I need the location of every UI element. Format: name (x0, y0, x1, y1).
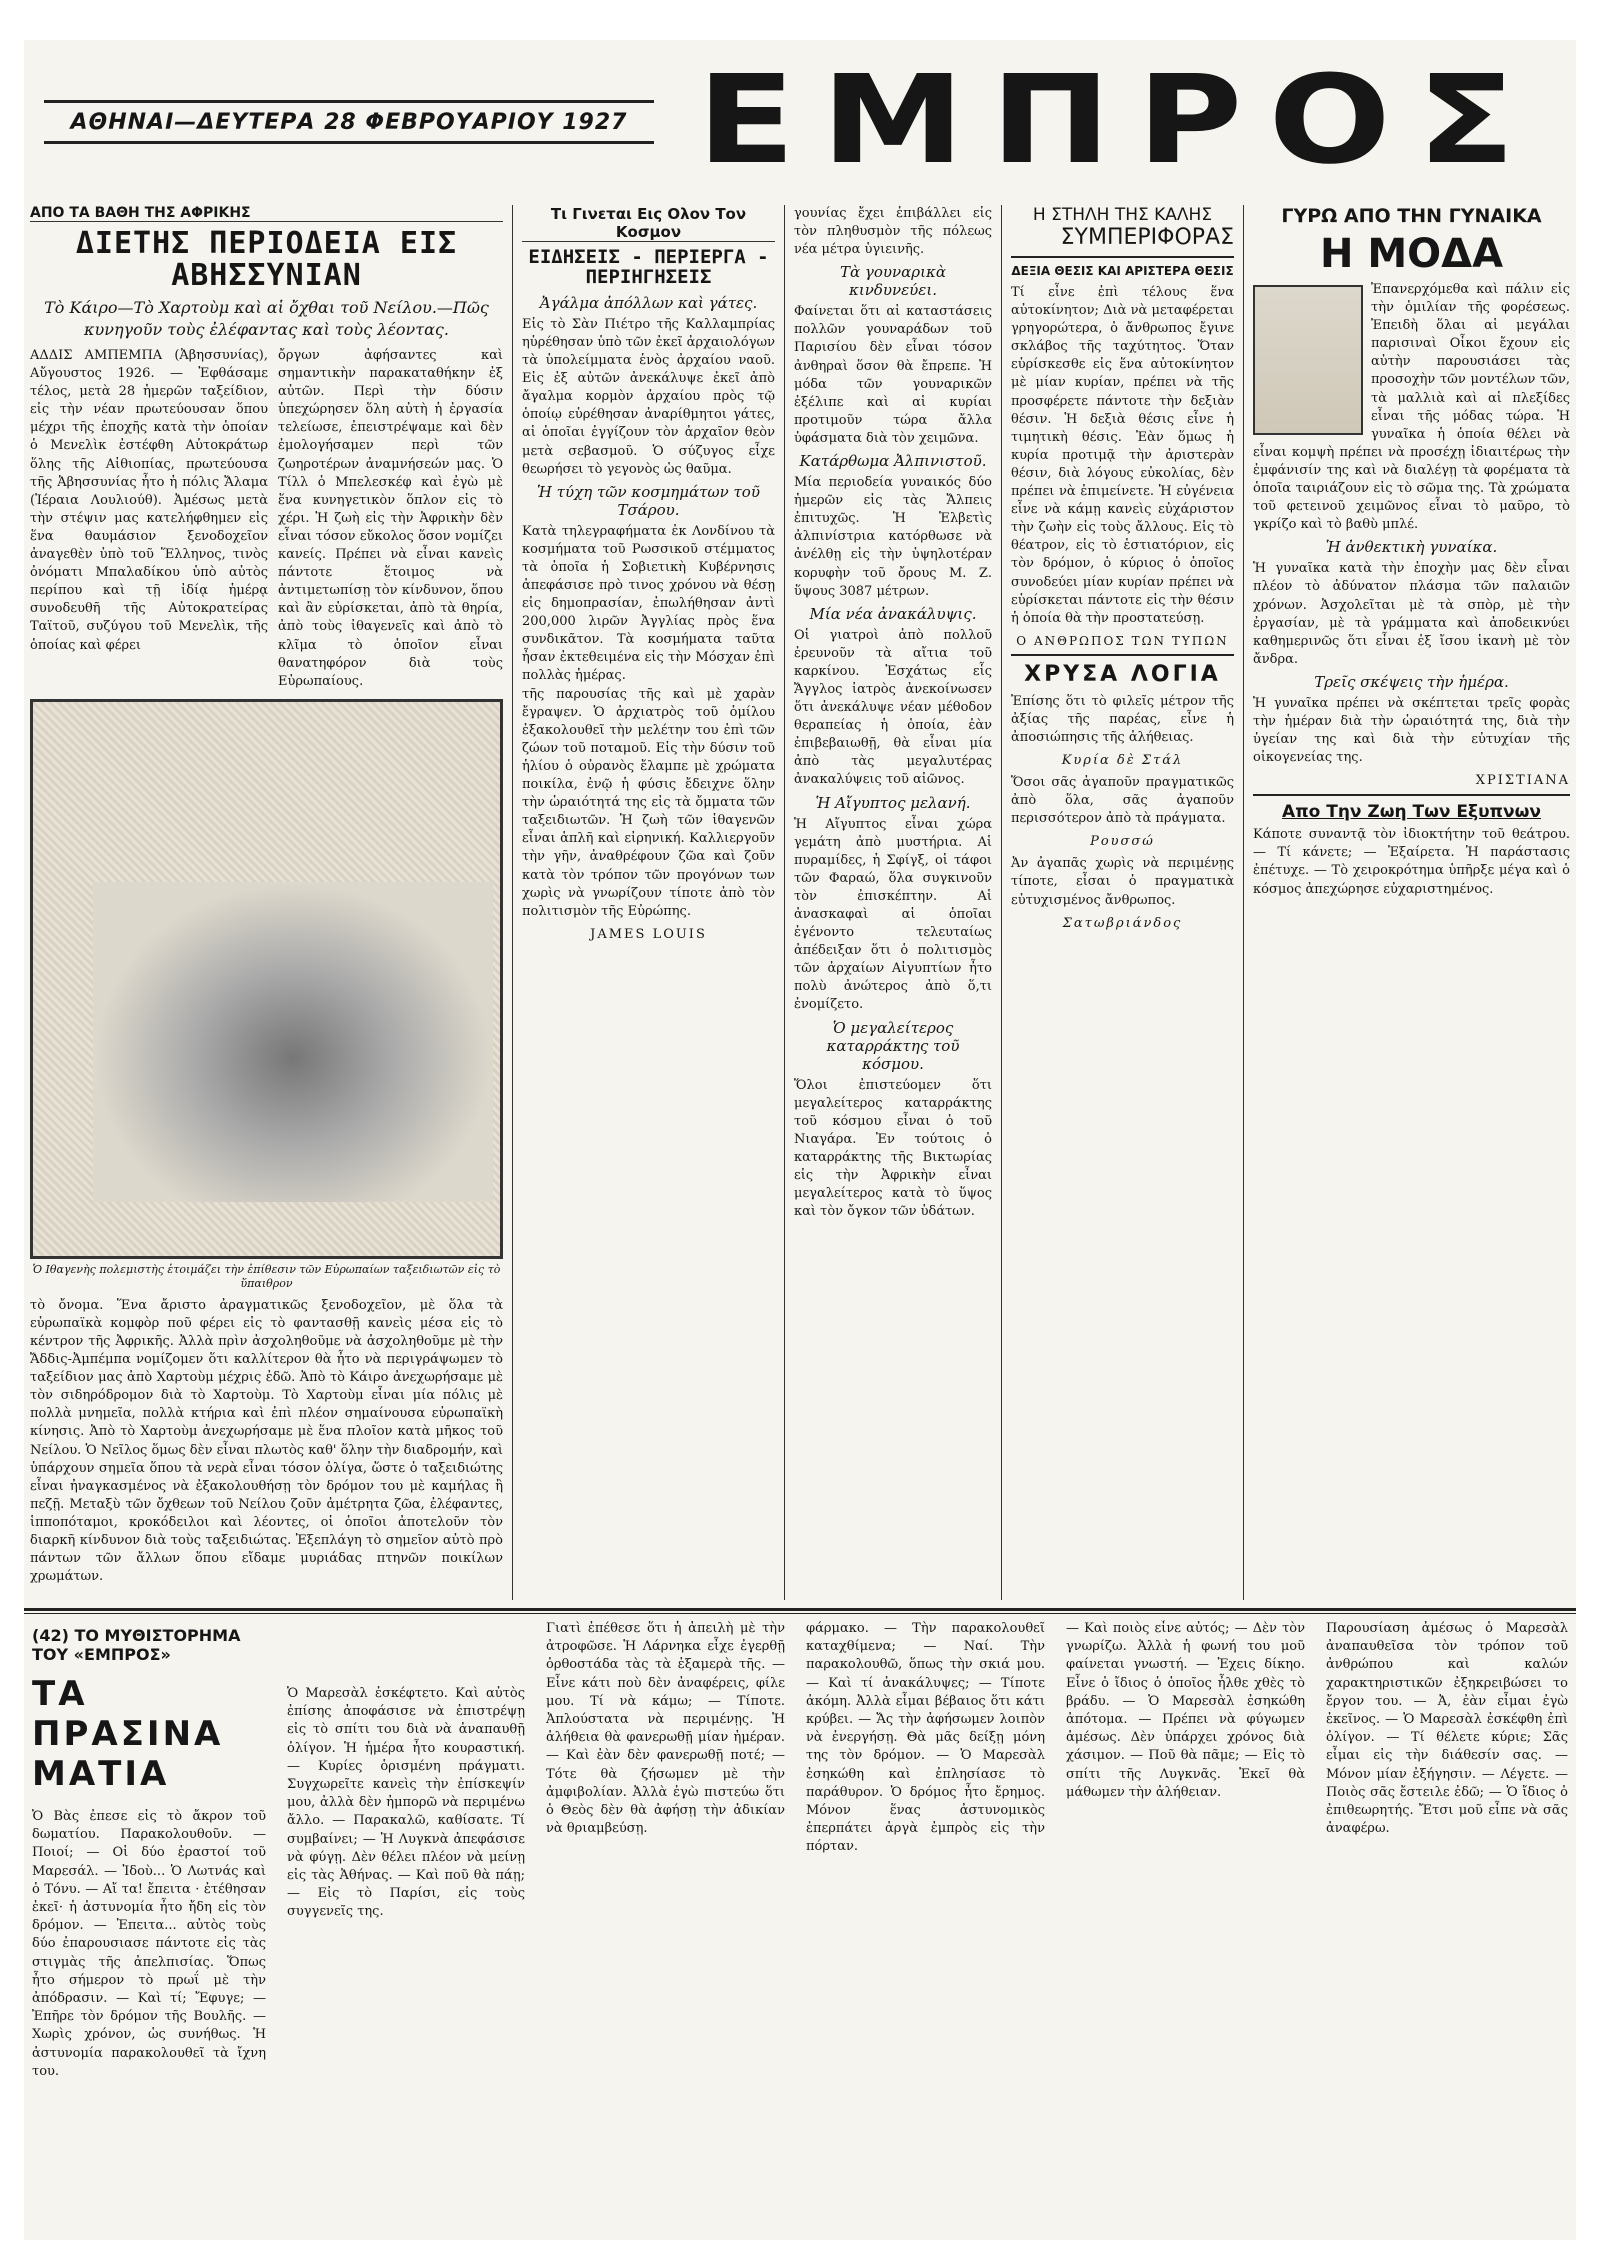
column-world-news (516, 205, 781, 1600)
news-para-3: Μία περιοδεία γυναικός δύο ἡμερῶν εἰς τὰς Ἄλπεις ἐπιτυχῶς. Ἡ Ἑλβετὶς ἀλπινίστρια κατόρθωσε νὰ ἀνέλθῃ εἰς τὴν ὑψηλοτέραν κορυφὴν τοῦ ὄρους Μ. Ζ. ὕψους 3087 μέτρων. (794, 475, 992, 599)
newspaper-page (24, 40, 1576, 2240)
kicker-fashion: ΓΥΡΩ ΑΠΟ ΤΗΝ ΓΥΝΑΙΚΑ (1281, 205, 1542, 227)
subhead-seats: ΔΕΞΙΑ ΘΕΣΙΣ ΚΑΙ ΑΡΙΣΤΕΡΑ ΘΕΣΙΣ (1011, 264, 1234, 278)
news-para-2: Φαίνεται ὅτι αἱ καταστάσεις πολλῶν γουναράδων τοῦ Παρισίου δὲν εἶναι τόσον ἀνθηραὶ ὅσον θὰ ἔπρεπε. Ἡ μόδα τῶν γουναρικῶν ἐξέλιπε καὶ αἱ κυρίαι προτιμοῦν τώρα ἄλλα ὑφάσματα διὰ τὸν χειμῶνα. (794, 304, 992, 446)
africa-para-1b: ὄργων ἀφήσαντες καὶ σημαντικὴν παρακαταθήκην ἐξ αὐτῶν. Περὶ τὴν δύσιν ὑπεχώρησεν ὅλη αὐτὴ ἡ ἐργασία τελείωσε, ἐπειστρέψαμε καὶ δὲν ἐμολογήσαμεν περὶ τῶν ζωηροτέρων ἀναμνήσεών μας. Ὁ Τίλλ ὁ Μπελεσκέφ καὶ ἐγὼ μὲ ἕνα κυνηγετικὸν ὅπλον εἰς τὸ χέρι. Ἡ ζωὴ εἰς τὴν Ἀφρικὴν δὲν εἶναι τόσον εὔκολος ὅσον νομίζει κανείς. Πρέπει νὰ εἶναι κανεὶς πάντοτε ἕτοιμος νὰ ἀντιμετωπίσῃ τὸν κίνδυνον, ὅπου καὶ ἂν εὑρίσκεται, ἀπὸ τὰ θηρία, ἀπὸ τοὺς ἰθαγενεῖς καὶ ἀπὸ τὸ κλῖμα τὸ ὁποῖον εἶναι θανατηφόρον διὰ τοὺς Εὐρωπαίους. (278, 348, 503, 689)
kicker-world: Τι Γινεται Εις Ολον Τον Κοσμον (522, 205, 775, 242)
headline-fashion: Η ΜΟΔΑ (1319, 231, 1504, 277)
headline-world: ΕΙΔΗΣΕΙΣ - ΠΕΡΙΕΡΓΑ - ΠΕΡΙΗΓΗΣΕΙΣ (528, 246, 769, 288)
subhead-alpinist: Κατάρθωμα Ἀλπινιστοῦ. (799, 452, 987, 471)
quote-3: Ἀν ἀγαπᾶς χωρὶς νὰ περιμένῃς τίποτε, εἶσαι ὁ πραγματικὰ εὐτυχισμένος ἄνθρωπος. (1011, 856, 1234, 908)
dateline: ΑΘΗΝΑΙ—ΔΕΥΤΕΡΑ 28 ΦΕΒΡΟΥΑΡΙΟΥ 1927 (44, 100, 654, 144)
serial-col-3 (538, 1620, 793, 2220)
subhead-africa: Τὸ Κάιρο—Τὸ Χαρτοὺμ καὶ αἱ ὄχθαι τοῦ Νείλου.—Πῶς κυνηγοῦν τοὺς ἐλέφαντας καὶ τοὺς λέοντας. (44, 298, 489, 339)
quote-1: Ἐπίσης ὅτι τὸ φιλεῖς μέτρον τῆς ἀξίας τῆς παρέας, εἶνε ἡ ἀποσιώπησις τῆς ἀλήθειας. (1011, 693, 1234, 745)
news-para-4: Οἱ γιατροὶ ἀπὸ πολλοῦ ἐρευνοῦν τὰ αἴτια τοῦ καρκίνου. Ἐσχάτως εἷς Ἄγγλος ἰατρὸς ἀνεκοίνωσεν ὅτι ἀνεκάλυψε νέαν μέθοδον θεραπείας ἡ ὁποία, ἐὰν ἐπιβεβαιωθῇ, θὰ εἶναι μία ἀπὸ τὰς μεγαλυτέρας ἀνακαλύψεις τοῦ αἰῶνος. (794, 627, 992, 788)
headline-etiquette: ΣΥΜΠΕΡΙΦΟΡΑΣ (1060, 225, 1234, 250)
world-para-1: Εἰς τὸ Σὰν Πιέτρο τῆς Καλλαμπρίας ηὑρέθησαν ὑπὸ τῶν ἐκεῖ ἀρχαιολόγων τὰ ὑπολείμματα ἑνὸς ἀρχαίου ναοῦ. Εἰς ἐξ αὐτῶν ἀνεκάλυψε ἐκεῖ ἀπὸ ἄγαλμα κορμὸν ἀρχαίου πρὸς τῷ ὁποίῳ εὑρέθησαν ἀναρίθμητοι γάτες, αἱ ὁποῖαι ἐγγίζουν τὸν ἀρχαῖον θεὸν μετὰ σεβασμοῦ. Ὁ σύζυγος εἶχε θεωρήσει τὸ γεγονὸς ὡς θαῦμα. (522, 316, 776, 477)
author-1: Κυρία δὲ Στάλ (1061, 753, 1184, 769)
engraving-photo (30, 699, 503, 1259)
signature-christiana: ΧΡΙΣΤΙΑΝΑ (1475, 773, 1570, 789)
column-rule (512, 205, 513, 1600)
fashion-para-2: Ἡ γυναῖκα κατὰ τὴν ἐποχὴν μας δὲν εἶναι πλέον τὸ ἀδύνατον πλάσμα τῶν παλαιῶν χρόνων. Ἀσχολεῖται μὲ τὰ σπὸρ, μὲ τὴν ἐργασίαν, μὲ τὰ γράμματα καὶ ἀποδεικνύει καθημερινῶς ὅτι εἶναι ἐξ ἴσου ἱκανὴ μὲ τὸν ἄνδρα. (1253, 561, 1570, 667)
etiquette-para: Τί εἶνε ἐπὶ τέλους ἕνα αὐτοκίνητον; Διὰ νὰ μεταφέρεται γρηγορώτερα, ὁ ἄνθρωπος ἔγινε σκλάβος τῆς ταχύτητος. Ὅταν εὑρίσκεσθε εἰς ἕνα αὐτοκίνητον μὲ μίαν κυρίαν, πρέπει νὰ τῆς προσφέρετε πάντοτε τὴν δεξιὰν θέσιν. Ἡ δεξιὰ θέσις εἶνε ἡ τιμητικὴ θέσις. Ἐὰν ὅμως ἡ κυρία προτιμᾷ τὴν ἀριστερὰν θέσιν, διὰ λόγους εὐκολίας, δὲν πρέπει νὰ ἐπιμείνετε. Ἡ εὐγένεια εἶνε νὰ κάμῃ κανεὶς εὐχάριστον τὴν ζωὴν εἰς τοὺς ἄλλους. Εἰς τὸ θέατρον, εἰς τὸ ἑστιατόριον, εἰς τὸν δρόμον, ὁ κύριος ὁ ὁποῖος συνοδεύει μίαν κυρίαν πρέπει νὰ εὑρίσκεται πάντοτε εἰς τὴν θέσιν ἡ ὁποία θὰ τὴν προστατεύσῃ. (1011, 285, 1234, 626)
column-etiquette (1005, 205, 1240, 1600)
serial-col-4 (798, 1620, 1053, 2220)
serial-text-1: Ὁ Βὰς ἐπεσε εἰς τὸ ἄκρον τοῦ δωματίου. Παρακολουθοῦν. — Ποιοί; — Οἱ δύο ἐραστοί τοῦ Μαρεσάλ. — Ἰδοὺ... Ὁ Λωτνάς καὶ ὁ Τόνυ. — Αἴ τα! ἔπειτα · ἐτέθησαν ἐκεῖ· ἡ ἀστυνομία ἦτο ἤδη εἰς τὸν δρόμον. — Ἐπειτα... αὐτὸς τοὺς δύο ἐπαρουσιασε πάντοτε εἰς τὰς στιγμὰς τῆς ἀπελπισίας. Ὅπως ἦτο σήμερον τὸ πρωΐ μὲ τὴν ἀπόδρασιν. — Καὶ τί; Ἔφυγε; — Ἐπῆρε τὸν δρόμον τῆς Βουλῆς. — Χωρὶς χρόνον, ὡς συνήθως. Ἡ ἀστυνομία παρακολουθεῖ τὰ ἴχνη του. (32, 1809, 266, 2079)
world-para-2: Κατὰ τηλεγραφήματα ἐκ Λονδίνου τὰ κοσμήματα τοῦ Ρωσσικοῦ στέμματος τὰ ὁποῖα ἡ Σοβιετικὴ Κυβέρνησις ἀπεφάσισε πρὸ τινος χρόνου νὰ θέσῃ εἰς δημοπρασίαν, ἐπωλήθησαν ἀντὶ 200,000 λιρῶν Ἀγγλίας πρὸς ἕνα συνδικᾶτον. Τὰ κοσμήματα ταῦτα ἦσαν ἐκτεθειμένα εἰς τὴν Μόσχαν ἐπὶ πολλὰς ἡμέρας. (522, 523, 775, 684)
column-fashion (1247, 205, 1576, 1600)
subhead-furs: Τὰ γουναρικὰ κινδυνεύει. (840, 263, 946, 300)
serial-col-6 (1318, 1620, 1576, 2220)
subhead-three-thoughts: Τρεῖς σκέψεις τὴν ἡμέρα. (1314, 672, 1509, 691)
signature-anthropos: Ο ΑΝΘΡΩΠΟΣ ΤΩΝ ΤΥΠΩΝ (1016, 633, 1229, 648)
africa-para-1: ΑΔΔΙΣ ΑΜΠΕΜΠΑ (Ἀβησσυνίας), Αὔγουστος 1926. — Ἐφθάσαμε τέλος, μετὰ 28 ἡμερῶν ταξείδιον, εἰς τὴν νέαν πρωτεύουσαν ὅπου μέχρι τῆς ἐποχῆς κατὰ τὴν ὁποίαν ὁ Μενελὶκ ἐστέφθη Αὐτοκράτωρ ὅλης τῆς Αἰθιοπίας, πρωτεύουσα τῆς Ἀβησσυνίας ἦτο ἡ πόλις Ἄλαμα (Ἰέραια Λουλιούθ). Ἀμέσως μετὰ τὴν στέψιν μας κατελήφθημεν εἰς ἕνα θαυμάσιον ξενοδοχεῖον ἀναγεθὲν ὑπὸ τοῦ Ἕλληνος, τινὸς ὀνόματι Μπαλαδίκου ὑπὸ αὐτὸς περίπου καὶ τῇ ἰδίᾳ ἡμέρᾳ συνοδευθῆ τῆς Αὐτοκρατείρας Ταϊτοῦ, συζύγου τοῦ Μενελὶκ, τῆς ὁποίας καὶ φέρει (30, 348, 268, 653)
serial-text-2: Ὁ Μαρεσὰλ ἐσκέφτετο. Καὶ αὐτὸς ἐπίσης ἀποφάσισε νὰ ἐπιστρέψῃ εἰς τὸ σπίτι του διὰ νὰ ἀναπαυθῇ ὀλίγον. Ἡ ἡμέρα ἦτο κουραστική. — Κυρίες ὁρισμένη πράγματι. Συγχωρεῖτε κανεὶς τὴν ἐπίσκεψίν μου, ἀλλὰ δὲν ἠμπορῶ νὰ περιμένω ἄλλο. — Παρακαλῶ, καθίσατε. Τί συμβαίνει; — Ἡ Λυγκνὰ ἀπεφάσισε νὰ φύγῃ. Δὲν θέλει πλέον νὰ μείνῃ εἰς τὰς Ἀθήνας. — Καὶ ποῦ θὰ πάῃ; — Εἰς τὸ Παρίσι, εἰς τοὺς συγγενεῖς της. (287, 1686, 525, 1920)
signature-james-louis: JAMES LOUIS (590, 926, 707, 942)
heading-golden-sayings: ΧΡΥΣΑ ΛΟΓΙΑ (1024, 661, 1221, 687)
heading-smart-life: Απο Την Ζωη Των Εξυπνων (1282, 802, 1541, 823)
author-2: Ρουσσώ (1090, 834, 1155, 850)
serial-text-6: Παρουσίαση ἀμέσως ὁ Μαρεσὰλ ἀναπαυθεῖσα τὸν τρόπον τοῦ ἀνθρώπου καὶ καλών χαρακτηριστικῶν ἐξηκρειβώσει το ἔργον του. — Ἀ, ἐὰν εἶμαι ἐγὼ ἐκεῖνος. — Ὁ Μαρεσὰλ ἐσκέφθη ἐπὶ ὀλίγον. — Τί θέλετε κύριε; Σᾶς εἶμαι εἰς τὴν διάθεσίν σας. — Μόνον μίαν ἐξήγησιν. — Λέγετε. — Ποιὸς σᾶς ἔστειλε ἐδῶ; — Ὁ ἴδιος ὁ ἐπιθεωρητής. Ἔτσι μοῦ εἶπε νὰ σᾶς ἀναφέρω. (1326, 1621, 1568, 1837)
serial-col-5 (1058, 1620, 1313, 2220)
column-rule (1243, 205, 1244, 1600)
news-para-1: γουνίας ἔχει ἐπιβάλλει εἰς τὸν πληθυσμὸν τῆς πόλεως νέα μέτρα ὑγιεινῆς. (794, 206, 992, 258)
subhead-resilient-woman: Ἡ ἀνθεκτικὴ γυναίκα. (1325, 538, 1498, 557)
headline-africa: ΔΙΕΤΗΣ ΠΕΡΙΟΔΕΙΑ ΕΙΣ ΑΒΗΣΣΥΝΙΑΝ (75, 226, 458, 293)
subhead-statues: Ἀγάλμα ἀπόλλων καὶ γάτες. (539, 293, 758, 312)
serial-text-5: — Καὶ ποιὸς εἶνε αὐτός; — Δὲν τὸν γνωρίζω. Ἀλλὰ ἡ φωνή του μοῦ φαίνεται γνωστή. — Ἐχεις δίκηο. Εἶνε ὁ ἴδιος ὁ ὁποῖος ἦλθε χθὲς τὸ βράδυ. — Ὁ Μαρεσὰλ ἐσηκώθη ἀπότομα. — Πρέπει νὰ φύγωμεν ἀμέσως. Δὲν ὑπάρχει χρόνος διὰ χάσιμον. — Ποῦ θὰ πᾶμε; — Εἰς τὸ σπίτι τῆς Λυγκνᾶς. Ἐκεῖ θὰ μάθωμεν τὴν ἀλήθειαν. (1066, 1621, 1305, 1800)
subhead-discovery: Μία νέα ἀνακάλυψις. (809, 604, 977, 623)
serial-col-2 (279, 1685, 533, 2260)
fashion-para-1: Ἐπανερχόμεθα καὶ πάλιν εἰς τὴν ὁμιλίαν τῆς φορέσεως. Ἐπειδὴ ὅλαι αἱ μεγάλαι παρισιναὶ Οἶκοι ἔχουν εἰς αὐτὴν παρουσιάσει τὰς προσοχὴν τῶν μοντέλων τῶν, τὰ μαλλιὰ καὶ αἱ πλεξίδες εἶναι τῆς μόδας τώρα. Ἡ γυναῖκα ἡ ὁποία θέλει νὰ εἶναι κομψὴ πρέπει νὰ προσέχῃ ἰδιαιτέρως τὴν ἐμφάνισίν της καὶ νὰ διαλέγῃ τὰ φορέματα τὰ ὁποῖα ταιριάζουν εἰς τὸ σῶμα της. Τὰ χρώματα τοῦ φετεινοῦ χειμῶνος εἶναι τὸ μαῦρο, τὸ γκρίζο καὶ τὸ βαθὺ μπλέ. (1253, 282, 1570, 533)
subhead-tsar: Ἡ τύχη τῶν κοσμημάτων τοῦ Τσάρου. (537, 482, 760, 519)
fashion-illustration (1253, 285, 1363, 435)
photo-caption: Ὁ Ιθαγενὴς πολεμιστὴς ἑτοιμάζει τὴν ἐπίθεσιν τῶν Εὐρωπαίων ταξειδιωτῶν εἰς τὸ ὕπαιθρον (32, 1262, 501, 1290)
masthead-area (24, 40, 1576, 200)
news-para-6: Ὅλοι ἐπιστεύομεν ὅτι μεγαλείτερος καταρράκτης τοῦ κόσμου εἶναι ὁ τοῦ Νιαγάρα. Ἐν τούτοις ὁ καταρράκτης τῆς Βικτωρίας εἰς τὴν Ἀφρικὴν εἶναι μεγαλείτερος κατὰ τὸ ὕψος καὶ τὸν ὄγκον τῶν ὑδάτων. (794, 1077, 992, 1220)
kicker-africa: ΑΠΟ ΤΑ ΒΑΘΗ ΤΗΣ ΑΦΡΙΚΗΣ (30, 205, 503, 222)
africa-para-2: τὸ ὄνομα. Ἕνα ἄριστο ἀραγματικῶς ξενοδοχεῖον, μὲ ὅλα τὰ εὐρωπαϊκὰ κομφὸρ ποῦ φέρει εἰς τὸ φαντασθῇ κανεὶς μέσα εἰς τὸ κέντρον τῆς Ἀφρικῆς. Ἀλλὰ πρὶν ἀσχοληθοῦμε νὰ ἀσχοληθοῦμε μὲ τὴν Ἄδδις-Ἀμπέμπα νομίζομεν ὅτι καλλίτερον θὰ ἦτο νὰ περιγράψωμεν τὸ ταξείδιον μας ἀπὸ Χαρτοὺμ μέχρις ἐδῶ. Ἀπὸ τὸ Κάιρο ἀνεχωρήσαμε μὲ τὸν σιδηρόδρομον διὰ τὸ Χαρτοὺμ. Τὸ Χαρτοὺμ εἶναι μία πόλις μὲ πολλὰ μνημεῖα, πολλὰ κτήρια καὶ ἐπὶ πλέον σημαίνουσα εὐρωπαϊκὴ κίνησις. Ἀπὸ τὸ Χαρτοὺμ ἀνεχωρήσαμε μὲ ἕνα πλοῖον κατὰ μῆκος τοῦ Νείλου. Ὁ Νεῖλος ὅμως δὲν εἶναι πλωτὸς καθ' ὅλην τὴν διαδρομήν, καὶ ὑπάρχουν σημεῖα ὅπου τὰ νερὰ εἶναι τόσον ὀλίγα, ὥστε ὁ ταξειδιώτης εἶναι ἠναγκασμένος νὰ ἐξακολουθήσῃ τὸν δρόμον του μὲ καμήλας ἢ πεζῇ. Μεταξὺ τῶν ὄχθεων τοῦ Νείλου ζοῦν ἀμέτρητα ζῶα, ἐλέφαντες, ἱπποπόταμοι, κροκόδειλοι καὶ λέοντες, οἱ ὁποῖοι ἀποτελοῦν τὸν διαρκῆ κίνδυνον διὰ τοὺς ταξειδιώτας. Ἐξεπλάγη τὸ σημεῖον αὐτὸ πρὸ πάντων τῶν ἄλλων ὅπου εἴδαμε μυριάδας πτηνῶν ποικίλων χρωμάτων. (30, 1297, 503, 1585)
fashion-para-4: Κάποτε συναντᾷ τὸν ἰδιοκτήτην τοῦ θεάτρου. — Τί κάνετε; — Ἐξαίρετα. Ἡ παράστασις ἐπέτυχε. — Τὸ χειροκρότημα ὑπῆρξε μέγα καὶ ὁ κόσμος ἀπεχώρησε εὐχαριστημένος. (1253, 827, 1570, 897)
kicker-etiquette: Η ΣΤΗΛΗ ΤΗΣ ΚΑΛΗΣ (1032, 205, 1213, 225)
fashion-para-3: Ἡ γυναῖκα πρέπει νὰ σκέπτεται τρεῖς φορὰς τὴν ἡμέραν διὰ τὴν ὡραιότητά της, διὰ τὴν ὑγείαν της καὶ διὰ τὴν εὐτυχίαν τῆς οἰκογενείας της. (1253, 695, 1570, 766)
news-para-5: Ἡ Αἴγυπτος εἶναι χώρα γεμάτη ἀπὸ μυστήρια. Αἱ πυραμίδες, ἡ Σφίγξ, οἱ τάφοι τῶν Φαραώ, ὅλα συγκινοῦν τὸν ἐπισκέπτην. Αἱ ἀνασκαφαὶ αἱ ὁποῖαι ἐγένοντο τελευταίως ἀπέδειξαν ὅτι ὁ πολιτισμὸς τῶν ἀρχαίων Αἰγυπτίων ἦτο πολὺ ἀνώτερος ἀπὸ ὅ,τι ἐνομίζετο. (794, 816, 992, 1013)
column-africa (24, 205, 509, 1600)
serial-text-4: φάρμακο. — Τὴν παρακολουθεῖ καταχθίμενα; — Ναί. Τὴν παρακολουθῶ, ὅπως τὴν σκιά μου. — Καὶ τί ἀνακάλυψες; — Τίποτε ἀκόμη. Ἀλλὰ εἶμαι βέβαιος ὅτι κάτι κρύβει. — Ἄς τὴν ἀφήσωμεν λοιπὸν νὰ ἐνεργήσῃ. Θὰ μᾶς δείξῃ μόνη της τὸν δρόμον. — Ὁ Μαρεσὰλ ἐσηκώθη καὶ ἐπλησίασε τὸ παράθυρον. Ὁ δρόμος ἦτο ἔρημος. Μόνον ἕνας ἀστυνομικὸς ἐπερπάτει ἀργὰ ἐμπρὸς εἰς τὴν πόρταν. (806, 1621, 1045, 1855)
subhead-egypt: Ἡ Αἴγυπτος μελανή. (815, 793, 971, 812)
column-rule (1001, 205, 1002, 1600)
newspaper-title: ΕΜΠΡΟΣ (696, 49, 1542, 191)
section-divider (24, 1608, 1576, 1614)
serial-title: ΤΑ ΠΡΑΣΙΝΑ ΜΑΤΙΑ (32, 1674, 224, 1794)
subhead-waterfall: Ὁ μεγαλείτερος καταρράκτης τοῦ κόσμου. (826, 1018, 960, 1073)
author-3: Σατωβριάνδος (1062, 915, 1183, 931)
serial-kicker: (42) ΤΟ ΜΥΘΙΣΤΟΡΗΜΑ ΤΟΥ «ΕΜΠΡΟΣ» (32, 1626, 241, 1664)
world-para-3: τῆς παρουσίας τῆς καὶ μὲ χαρὰν ἔγραψεν. Ὁ ἀρχιατρὸς τοῦ ὁμίλου ἐξακολουθεῖ τὴν μελέτην του ἐπὶ τῶν ζώων τοῦ ποταμοῦ. Εἰς τὴν δύσιν τοῦ ἡλίου ὁ οὐρανὸς ἔλαμπε μὲ χρώματα ποικίλα, ἐνῷ ἡ φύσις ἔδειχνε ὅλην τὴν ὡραιότητά της εἰς τὰ ὄμματα τῶν ταξειδιωτῶν. Ἡ ζωὴ τῶν ἰθαγενῶν εἶναι ἁπλῆ καὶ εἰρηνική. Καλλιεργοῦν τὴν γῆν, ἀναθρέφουν ζῶα καὶ ζοῦν κατὰ τὸν τρόπον τῶν προγόνων των χωρὶς νὰ γνωρίζουν τίποτε ἀπὸ τὸν πολιτισμὸν τῆς Εὐρώπης. (522, 686, 775, 919)
column-news-cont (788, 205, 998, 1600)
serial-col-1 (24, 1620, 274, 2220)
serial-text-3: Γιατὶ ἐπέθεσε ὅτι ἡ ἀπειλὴ μὲ τὴν ἀτροφῶσε. Ἡ Λάρνηκα εἶχε ἐγερθῇ ὀρθοστάδα τὰς τὰ ἐξαμερὰ τῆς. — Εἶνε κάτι ποὺ δὲν ἀναφέρεις, φίλε μου. Τί νὰ κάμω; — Τίποτε. Ἀπλούστατα νὰ περιμένῃς. Ἡ ἀλήθεια θὰ φανερωθῇ μίαν ἡμέραν. — Καὶ ἐὰν δὲν φανερωθῇ ποτέ; — Τότε θὰ ζήσωμεν μὲ τὴν ἀμφιβολίαν. Ἀλλὰ ἐγὼ πιστεύω ὅτι ὁ Θεὸς δὲν θὰ ἀφήσῃ τὴν ἀδικίαν νὰ θριαμβεύσῃ. (546, 1621, 785, 1837)
column-rule (784, 205, 785, 1600)
quote-2: Ὅσοι σᾶς ἀγαποῦν πραγματικῶς ἀπὸ ὅλα, σᾶς ἀγαποῦν περισσότερον ἀπὸ τὰ πράγματα. (1011, 775, 1234, 827)
